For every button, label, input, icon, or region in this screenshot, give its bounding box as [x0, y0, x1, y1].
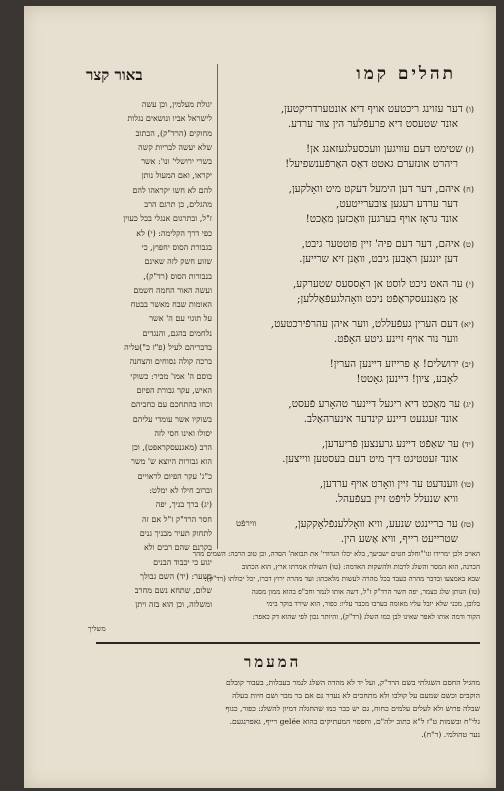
- verse-line: [228, 117, 474, 132]
- commentary-line: בקרנם שהם רבים ולא: [143, 543, 212, 553]
- catchword-bottom: משליך: [88, 625, 106, 633]
- verse-line: [228, 437, 474, 452]
- commentary-line: מהגלים, כן תרגם הרב: [144, 200, 212, 210]
- commentary-line: יקראו, ואם המעול נותן: [141, 171, 212, 181]
- commentary-line: בשער: (יד) השם גבולך: [140, 571, 212, 581]
- commentary-line: בגבורת הסוס יחפוץ, כי: [141, 242, 212, 252]
- verse-line: [228, 332, 474, 347]
- commentary-line: ועשה האור החמה חשמם: [133, 285, 212, 295]
- verse-text: אונד גראָז אויף בערגען וואַכזען מאַכט!: [305, 213, 458, 225]
- verse-text: ווער נור אויף זיינע גיטע האָפֿט.: [333, 333, 458, 345]
- verse-text: דער עזוינג ריכטעט אויף דיא אונטערדריקטען,: [280, 103, 463, 115]
- section-line: מהגיל החסם השגלתי בשם הרד"ק, ועל יד לא מהדה השלג לנמר בעבלות, בעבור קובלם: [225, 678, 480, 687]
- commentary-line: יגולת מעלמין, וכן עשה: [141, 100, 212, 109]
- section-line: גלי"ח ובשמות ט"ז ל"א כתוב ילה"ם, וחפפוי המעתיקים בהוא gelée רייף, גאפרנגעם.: [229, 717, 480, 726]
- verse-line: [228, 197, 474, 212]
- verse-number: (ח): [463, 185, 474, 194]
- verse-text: אַן מאַננעסקראַפֿט ניכט וואָהלגעפֿאַללען;: [297, 293, 458, 305]
- commentary-line: בשוקיו אשר עומדי עליהם: [132, 414, 212, 424]
- commentary-line: לישראל אביו ונושאים נגלות: [127, 114, 212, 124]
- section-line: הוקבים וכשם שמעם על קולבו ולא מתחכים לא נעדר גם אם בר מבר ושם חיות בעלה: [232, 691, 480, 700]
- verse-line: [228, 252, 474, 267]
- verse-number: (יד): [461, 440, 474, 449]
- commentary-line: ומשלוה, וכן הוא בזה ויתן: [135, 600, 212, 610]
- verse-number: (יא): [460, 320, 474, 329]
- footnote-line: בלובן, מכני שלא יובל עליו מאומה בערבו מכבר עליו: כפור, הוא שירד בוקר בימי: [266, 600, 480, 608]
- footnote-line: שבא באמצעו ובדבר מהרה כעבד בכל מהרה לעשות מלאכתו: ועד מהרה ירוץ דברו, יכל יכולתו (רד"ק):: [204, 575, 480, 583]
- verse: [228, 317, 474, 347]
- verse: [228, 277, 474, 307]
- commentary-line: ז"ל, ובתרגום אנגלי בכל כעוין: [123, 214, 212, 224]
- verse-number: (ו): [465, 105, 474, 114]
- commentary-line: וברוב חילו לא ימלט:: [149, 486, 212, 496]
- section-body: [88, 676, 480, 741]
- verse-line: [228, 532, 474, 547]
- footnote-block: [88, 548, 480, 636]
- verse-column: [228, 102, 474, 557]
- commentary-line: יגוע כי יכבוד הבנים: [153, 557, 212, 567]
- verse-line: [228, 372, 474, 387]
- verse-line: [228, 292, 474, 307]
- verse-line: [228, 452, 474, 467]
- verse-line: [228, 142, 474, 157]
- verse: [228, 237, 474, 267]
- verse-line: [228, 412, 474, 427]
- verse-line: [228, 212, 474, 227]
- commentary-line: בנבורות הסוס (רד"ק),: [143, 271, 212, 281]
- verse-text: דער ערדע רעגען צובערייטעט,: [336, 198, 458, 210]
- verse-text: ירושלים! אָ פרייזע דיינען הערין!: [329, 358, 459, 370]
- verse: [228, 357, 474, 387]
- commentary-line: (יג) ברך בניך, יפה: [155, 500, 212, 510]
- verse-text: דעם הערין געפֿעללט, ווער איהן עהרפֿירכטעט,: [270, 318, 458, 330]
- verse-number: (י): [465, 280, 474, 289]
- commentary-column: [90, 98, 212, 613]
- verse-text: אונד זעגנעט דיינע קינדער אינערהאַלב.: [303, 413, 458, 425]
- verse-line: [228, 277, 474, 292]
- verse-number: (יג): [463, 400, 474, 409]
- verse-text: שטרייעט רייף, וויא אַשע הין.: [340, 533, 458, 545]
- verse-text: אונד שטעסט דיא פרעפֿלער הין צור ערדע.: [287, 118, 458, 130]
- footnote-line: האויב ולכן ימרידו ונו'"וחלב חטים ישביעך, בלא יכלו הגדודי' את תבואה' הסדה, וכן טוב הרבה: השמים מהר: [192, 550, 480, 558]
- verse-text: ער מאַכט דיא ריגעל דיינער טהאָרע פֿעסט,: [288, 398, 461, 410]
- catchword-right: ווירפֿט: [236, 519, 257, 529]
- verse-text: שטימט דעם עוויגען וועכסעלגעזאנג אן!: [306, 143, 463, 155]
- verse-text: ער בריינגט שנעע, וויא וואָללענפֿלאָקקען,: [294, 518, 458, 530]
- verse-line: [228, 317, 474, 332]
- verse-text: ריהרט אונזערם גאטט דאַס האַרפֿענשפיעל!: [285, 158, 458, 170]
- verse: [228, 102, 474, 132]
- commentary-line: ברכה קולה נסוחים והצחנה: [129, 357, 212, 367]
- verse: [228, 142, 474, 172]
- verse-line: [228, 157, 474, 172]
- commentary-line: על תוגוי עם ה' אשר: [149, 314, 212, 324]
- commentary-line: הרב (מאגנעסקראפט), וכן: [131, 443, 212, 453]
- verse-text: ווענדעט ער זיין וואָרט אויף ערדען,: [319, 478, 458, 490]
- footnote-line: הקור ודמה אותו לאפר שאינו לבן כמו השלג (רד"ק), והיותר נכון לפי שהוא דק כאפר:: [252, 612, 480, 621]
- commentary-line: יסולו ואינו חסי לזה: [154, 428, 212, 438]
- verse-number: (ז): [465, 145, 474, 154]
- verse-number: (טו): [460, 480, 474, 489]
- commentary-line: חסר הרד"ק ז"ל אם זה: [141, 514, 212, 524]
- commentary-line: שלא יעשה לבריות קשה: [138, 142, 212, 152]
- section-line: נער טהולמי. (ר"ח).: [421, 730, 480, 739]
- page: [24, 6, 496, 788]
- verse-number: (ט): [462, 240, 474, 249]
- verse-line: [228, 517, 474, 532]
- verse-text: ער האט ניכט לוסט אן ראָססעס שטערקע,: [293, 278, 463, 290]
- commentary-line: האומות שבח מאשר בבטח: [130, 300, 212, 310]
- commentary-line: נלחמים בהגם, והנגדים: [142, 328, 212, 338]
- commentary-line: בוסם ה' אמו' מכיר: כשוקי: [130, 371, 212, 381]
- verse-text: אונד זעטטיגט דיך מיט דעם בעסטען ווייצען.: [282, 453, 458, 465]
- verse-line: [228, 237, 474, 252]
- verse-number: (יב): [461, 360, 474, 369]
- commentary-line: שזוע חשק לזה שאינם: [144, 257, 212, 267]
- commentary-line: לתחוק תעיר מבניך גנים: [139, 528, 212, 538]
- section-line: שבלה פרוש ולא לעלים עלמים כחוח, גם יש כבר כמו שהחגלה דמיון להשלג: כפור, כגוף: [225, 704, 480, 713]
- verse: [228, 397, 474, 427]
- verse-text: לאָבע, ציון! דיינען גאָטט!: [356, 373, 458, 385]
- verse-text: וויא שנעלל לויפֿט זיין בעפֿעהל.: [334, 493, 458, 505]
- commentary-line: בשרי ירושלי' ונו': אשר: [141, 157, 212, 167]
- commentary-line: האיש, עקר גבורת הפיזם: [136, 385, 212, 395]
- verse: [228, 477, 474, 507]
- footnote-line: (טו) הנותן שלג כצמר, יפה חשר הרד"ק ז"ל, דשה אותו לנמר וחכ"פ בהוא ממון מסנה: [251, 587, 480, 596]
- verse-number: (טז): [460, 520, 474, 529]
- verse-line: [228, 182, 474, 197]
- verse-line: [228, 357, 474, 372]
- commentary-line: להם לא חשו יקראהו להם: [132, 185, 212, 195]
- verse: [228, 517, 474, 547]
- verse-text: איהם, דער דען הימעל דעקט מיט וואָלקען,: [288, 183, 461, 195]
- footnote-line: הכרנה, הוא המסר והשלג לרבות ולהשקות האדמה: (טו) השולח אמרתו ארץ, הוא הכתוב: [241, 562, 480, 571]
- section-title: המעמר: [244, 653, 302, 671]
- commentary-line: הוא גבורות היוצא ש' משר: [131, 457, 212, 467]
- commentary-line: שלום, שתחא נשם מחרב: [134, 586, 212, 596]
- verse-line: [228, 492, 474, 507]
- verse: [228, 437, 474, 467]
- verse-line: [228, 477, 474, 492]
- verse-text: ער שאַפֿט דיינע גרענצען פֿריעדען,: [321, 438, 459, 450]
- commentary-line: בדבריהם לעיל (פ"ז כ")עליה: [124, 343, 212, 353]
- verse: [228, 182, 474, 227]
- commentary-line: כ"ג' עקר הפיום לראויים: [137, 471, 212, 481]
- commentary-line: מחוקים (הרד"ק), הכתוב: [135, 128, 212, 138]
- column-divider: [217, 64, 218, 549]
- verse-text: איהם, דער דעם פיה' זיין פוטטער גיבט,: [301, 238, 460, 250]
- verse-text: דען יונגען ראַבען גיבט, וואַנן זיא שרייען.: [299, 253, 458, 265]
- commentary-line: וכחו בהתחכם עם כחביהם: [130, 400, 212, 410]
- section-divider: [96, 642, 480, 644]
- commentary-line: כפי דרך הקלימה: (י) לא: [136, 228, 212, 238]
- page-title: תהלים קמו: [356, 64, 456, 84]
- commentary-title: באור קצר: [86, 66, 143, 84]
- verse-line: [228, 397, 474, 412]
- verse-line: [228, 102, 474, 117]
